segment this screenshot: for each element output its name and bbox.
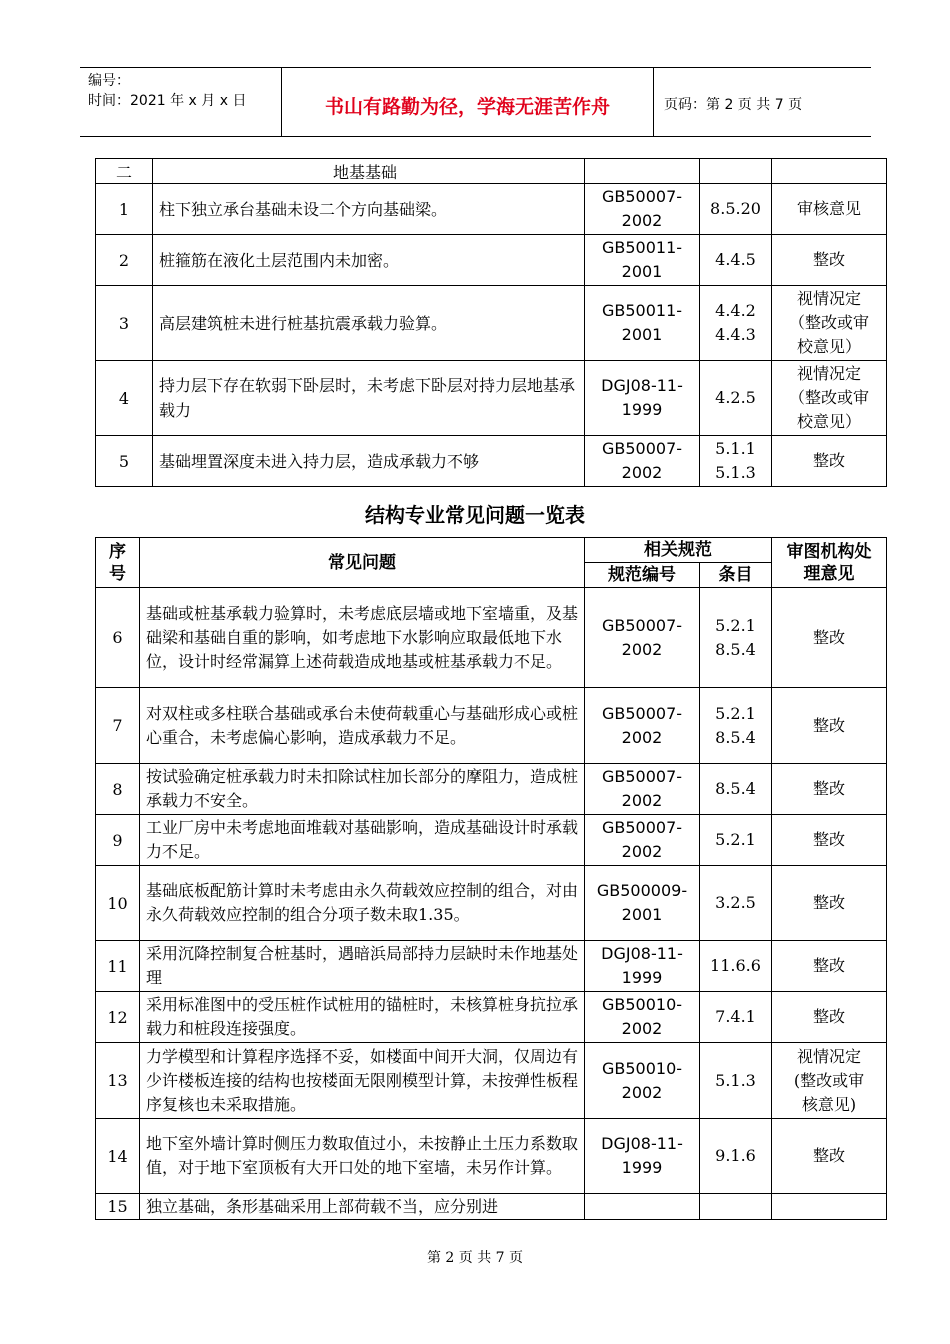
row-number: 15 xyxy=(96,1194,140,1220)
row-clause xyxy=(700,992,772,1043)
row-opinion xyxy=(772,588,887,688)
cell-line: 8.5.4 xyxy=(715,639,756,659)
cell-line: 校意见） xyxy=(796,337,861,356)
page-footer: 第 2 页 共 7 页 xyxy=(426,1250,524,1266)
row-code xyxy=(585,361,700,436)
cell-line: （整改或审 xyxy=(788,313,869,332)
table-row xyxy=(96,588,887,688)
table-row xyxy=(96,436,887,487)
row-number: 9 xyxy=(96,815,140,866)
row-issue: 对双柱或多柱联合基础或承台未使荷载重心与基础形成心或桩心重合，未考虑偏心影响，造成承载力不足。 xyxy=(140,688,585,764)
cell-line: 2001 xyxy=(621,262,663,281)
row-clause xyxy=(700,588,772,688)
row-number: 3 xyxy=(96,286,153,361)
cell-line: 2002 xyxy=(621,639,663,659)
row-number: 4 xyxy=(96,361,153,436)
cell-line: GB50010- xyxy=(601,995,683,1014)
row-code xyxy=(585,286,700,361)
cell-line: 2002 xyxy=(621,791,663,810)
row-clause xyxy=(700,1194,772,1220)
row-opinion xyxy=(772,815,887,866)
row-opinion xyxy=(772,235,887,286)
cell-line: 1999 xyxy=(621,1158,663,1177)
row-code xyxy=(585,436,700,487)
row-clause xyxy=(700,436,772,487)
row-code xyxy=(585,1043,700,1119)
row-opinion xyxy=(772,688,887,764)
table-title: 结构专业常见问题一览表 xyxy=(365,503,585,527)
cell-line: 核意见) xyxy=(801,1094,857,1114)
cell-line: 2001 xyxy=(621,905,663,924)
cell-line: 整改 xyxy=(812,627,845,647)
page-header xyxy=(80,67,871,137)
table-row xyxy=(96,1119,887,1194)
row-code xyxy=(585,941,700,992)
header-clause: 条目 xyxy=(700,563,772,588)
table-row xyxy=(96,184,887,235)
cell-line: 7.4.1 xyxy=(715,1007,756,1026)
cell-line: GB50007- xyxy=(601,187,683,206)
row-code xyxy=(585,184,700,235)
row-code xyxy=(585,235,700,286)
cell-line: 5.2.1 xyxy=(715,703,756,723)
cell-line: DGJ08-11- xyxy=(601,376,683,395)
header-issue: 常见问题 xyxy=(140,538,585,588)
cell-line: GB50007- xyxy=(601,703,683,723)
table-row xyxy=(96,815,887,866)
table-row xyxy=(96,688,887,764)
table-row xyxy=(96,866,887,941)
row-code xyxy=(585,992,700,1043)
row-clause xyxy=(700,764,772,815)
row-opinion xyxy=(772,941,887,992)
cell-line: 整改 xyxy=(812,893,845,912)
cell-line: 2002 xyxy=(621,1082,663,1102)
table-row xyxy=(96,1194,887,1220)
row-code xyxy=(585,688,700,764)
cell-line: GB50007- xyxy=(601,818,683,837)
row-clause xyxy=(700,286,772,361)
row-clause xyxy=(700,361,772,436)
cell-line: 视情况定 xyxy=(796,289,861,308)
cell-line: 1999 xyxy=(621,968,663,987)
cell-line: 2002 xyxy=(621,727,663,747)
cell-line: 5.1.3 xyxy=(715,1070,756,1090)
row-issue: 高层建筑桩未进行桩基抗震承载力验算。 xyxy=(153,286,585,361)
structure-issues-table xyxy=(95,537,887,1220)
cell-line: 视情况定 xyxy=(796,1046,861,1066)
cell-line: GB50007- xyxy=(601,439,683,458)
cell-line: 2001 xyxy=(621,325,663,344)
cell-line: 8.5.4 xyxy=(715,779,756,798)
row-code xyxy=(585,1119,700,1194)
header-num: 序号 xyxy=(96,538,140,588)
cell-line: 9.1.6 xyxy=(715,1146,756,1165)
row-clause xyxy=(700,235,772,286)
row-opinion xyxy=(772,184,887,235)
row-issue: 地下室外墙计算时侧压力数取值过小，未按静止土压力系数取值，对于地下室顶板有大开口处的地下室墙，未另作计算。 xyxy=(140,1119,585,1194)
row-issue: 基础或桩基承载力验算时，未考虑底层墙或地下室墙重，及基础梁和基础自重的影响，如考虑地下水影响应取最低地下水位，设计时经常漏算上述荷载造成地基或桩基承载力不足。 xyxy=(140,588,585,688)
row-opinion xyxy=(772,1043,887,1119)
row-number: 6 xyxy=(96,588,140,688)
row-issue: 独立基础，条形基础采用上部荷载不当，应分别进 xyxy=(140,1194,585,1220)
row-clause xyxy=(700,184,772,235)
row-number: 7 xyxy=(96,688,140,764)
row-issue: 桩箍筋在液化土层范围内未加密。 xyxy=(153,235,585,286)
row-issue: 工业厂房中未考虑地面堆载对基础影响，造成基础设计时承载力不足。 xyxy=(140,815,585,866)
foundation-issues-table xyxy=(95,158,887,487)
cell-line: 5.1.3 xyxy=(715,463,756,482)
row-issue: 采用沉降控制复合桩基时，遇暗浜局部持力层缺时未作地基处理 xyxy=(140,941,585,992)
row-clause xyxy=(700,1119,772,1194)
header-page: 页码：第 2 页 共 7 页 xyxy=(664,97,803,113)
row-opinion xyxy=(772,1119,887,1194)
cell-line: 3.2.5 xyxy=(715,893,756,912)
cell-line: 整改 xyxy=(812,779,845,798)
cell-line: 整改 xyxy=(812,250,845,269)
cell-line: 整改 xyxy=(812,1007,845,1026)
cell-line: GB50011- xyxy=(601,301,683,320)
row-issue: 基础底板配筋计算时未考虑由永久荷载效应控制的组合，对由永久荷载效应控制的组合分项子数未取1.35。 xyxy=(140,866,585,941)
row-number: 10 xyxy=(96,866,140,941)
header-code: 规范编号 xyxy=(585,563,700,588)
row-code xyxy=(585,764,700,815)
row-opinion xyxy=(772,361,887,436)
cell-line: GB500009- xyxy=(596,881,688,900)
cell-line: （整改或审 xyxy=(788,388,869,407)
cell-line: 整改 xyxy=(812,956,845,975)
cell-line: 5.2.1 xyxy=(715,615,756,635)
row-code xyxy=(585,588,700,688)
cell-line: 整改 xyxy=(812,1146,845,1165)
cell-line: 2002 xyxy=(621,211,663,230)
row-number: 8 xyxy=(96,764,140,815)
cell-line: 整改 xyxy=(812,830,845,849)
cell-line: GB50011- xyxy=(601,238,683,257)
table-row xyxy=(96,1043,887,1119)
table-row xyxy=(96,992,887,1043)
table-row xyxy=(96,286,887,361)
section-title: 地基基础 xyxy=(153,159,585,184)
header-opinion: 审图机构处理意见 xyxy=(772,538,887,588)
row-issue: 按试验确定桩承载力时未扣除试柱加长部分的摩阻力，造成桩承载力不安全。 xyxy=(140,764,585,815)
row-number: 12 xyxy=(96,992,140,1043)
cell-line: 8.5.20 xyxy=(710,199,761,218)
row-code xyxy=(585,866,700,941)
cell-line: 5.1.1 xyxy=(715,439,756,458)
row-clause xyxy=(700,941,772,992)
cell-line: 5.2.1 xyxy=(715,830,756,849)
row-opinion xyxy=(772,1194,887,1220)
cell-line: 4.4.3 xyxy=(715,325,756,344)
cell-line: 2002 xyxy=(621,1019,663,1038)
row-clause xyxy=(700,866,772,941)
cell-line: 整改 xyxy=(812,715,845,735)
cell-line: 4.4.2 xyxy=(715,301,756,320)
section-number: 二 xyxy=(96,159,153,184)
row-issue: 力学模型和计算程序选择不妥，如楼面中间开大洞，仅周边有少许楼板连接的结构也按楼面无限刚模型计算，未按弹性板程序复核也未采取措施。 xyxy=(140,1043,585,1119)
row-number: 2 xyxy=(96,235,153,286)
cell-line: 4.4.5 xyxy=(715,250,756,269)
row-opinion xyxy=(772,436,887,487)
row-clause xyxy=(700,815,772,866)
header-related: 相关规范 xyxy=(585,538,772,563)
cell-line: 1999 xyxy=(621,400,663,419)
row-issue: 持力层下存在软弱下卧层时，未考虑下卧层对持力层地基承载力 xyxy=(153,361,585,436)
row-opinion xyxy=(772,764,887,815)
cell-line: GB50010- xyxy=(601,1058,683,1078)
cell-line: DGJ08-11- xyxy=(601,944,683,963)
header-meta xyxy=(80,68,282,136)
cell-line: (整改或审 xyxy=(793,1070,865,1090)
cell-line: 校意见） xyxy=(796,412,861,431)
table-row xyxy=(96,361,887,436)
row-clause xyxy=(700,1043,772,1119)
cell-line: 审核意见 xyxy=(796,199,861,218)
cell-line: 11.6.6 xyxy=(710,956,761,975)
row-issue: 基础埋置深度未进入持力层，造成承载力不够 xyxy=(153,436,585,487)
row-number: 1 xyxy=(96,184,153,235)
cell-line: 8.5.4 xyxy=(715,727,756,747)
row-opinion xyxy=(772,992,887,1043)
cell-line: 整改 xyxy=(812,451,845,470)
cell-line: DGJ08-11- xyxy=(601,1134,683,1153)
row-code xyxy=(585,1194,700,1220)
row-number: 13 xyxy=(96,1043,140,1119)
cell-line: 2002 xyxy=(621,842,663,861)
header-code: 编号： xyxy=(88,73,130,89)
row-issue: 采用标准图中的受压桩作试桩用的锚桩时，未核算桩身抗拉承载力和桩段连接强度。 xyxy=(140,992,585,1043)
cell-line: 2002 xyxy=(621,463,663,482)
row-opinion xyxy=(772,866,887,941)
cell-line: GB50007- xyxy=(601,615,683,635)
row-issue: 柱下独立承台基础未设二个方向基础梁。 xyxy=(153,184,585,235)
table-row xyxy=(96,941,887,992)
cell-line: 视情况定 xyxy=(796,364,861,383)
row-number: 11 xyxy=(96,941,140,992)
header-motto: 书山有路勤为径，学海无涯苦作舟 xyxy=(282,68,654,136)
row-clause xyxy=(700,688,772,764)
row-number: 14 xyxy=(96,1119,140,1194)
cell-line: GB50007- xyxy=(601,767,683,786)
header-date: 时间：2021 年 x 月 x 日 xyxy=(88,93,247,109)
row-code xyxy=(585,815,700,866)
row-opinion xyxy=(772,286,887,361)
cell-line: 4.2.5 xyxy=(715,388,756,407)
table-row xyxy=(96,235,887,286)
row-number: 5 xyxy=(96,436,153,487)
table-row xyxy=(96,764,887,815)
